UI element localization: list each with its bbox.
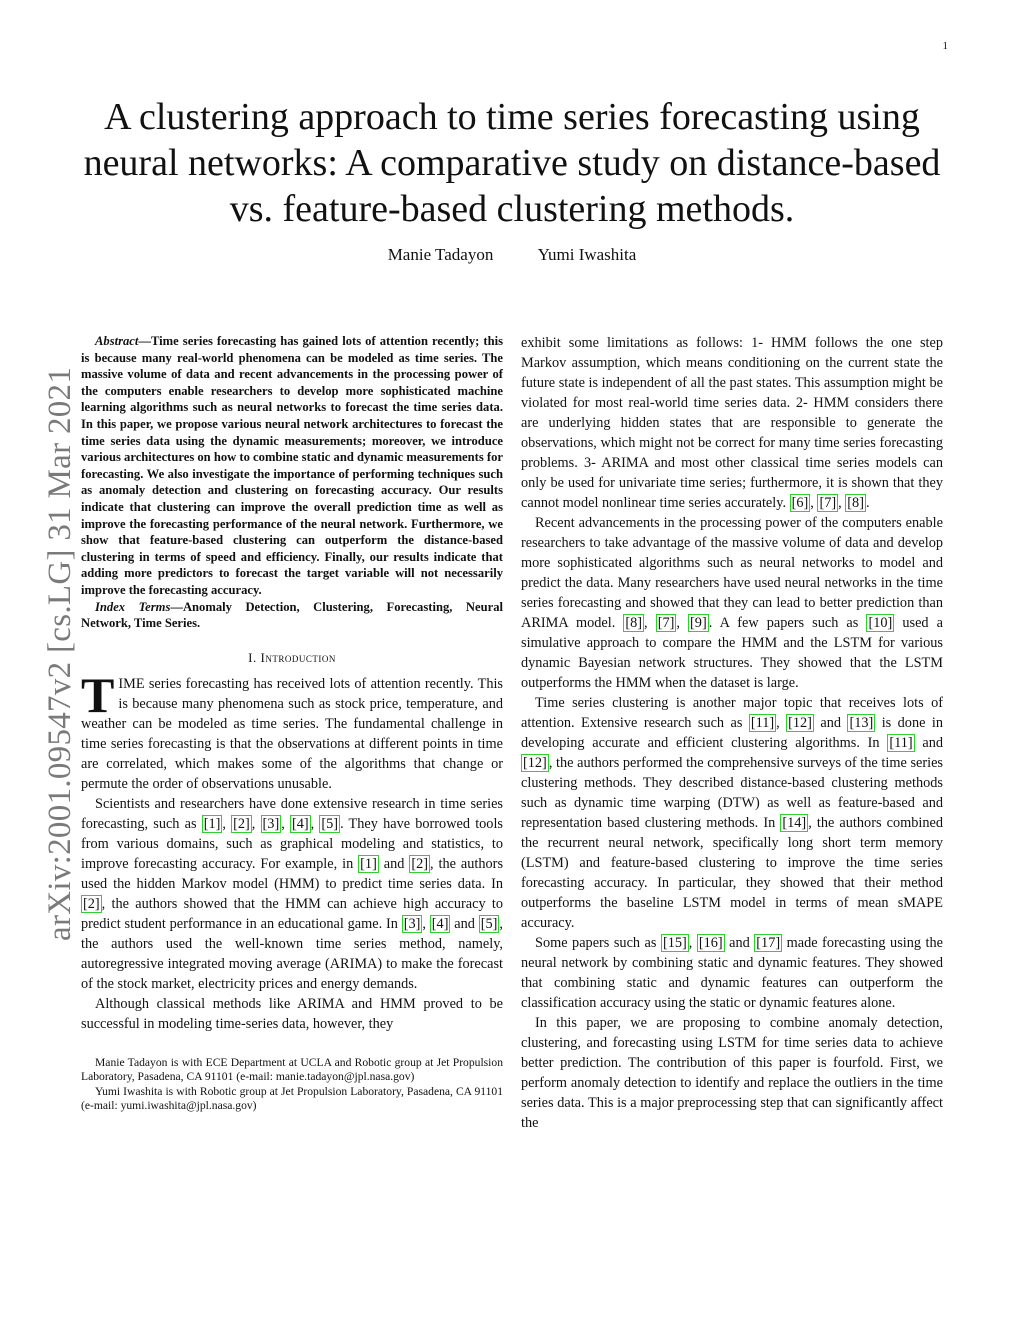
- text-run: ,: [310, 815, 320, 832]
- citation-link[interactable]: [16]: [698, 935, 723, 951]
- index-terms-label: Index Terms: [95, 599, 171, 614]
- text-run: ,: [281, 815, 290, 832]
- citation-link[interactable]: [7]: [657, 615, 675, 631]
- footnote: Manie Tadayon is with ECE Department at UCLA and Robotic group at Jet Propulsion Laboratory, Pasadena, CA 91101 (e-mail: manie.tadayon@jpl.nasa.gov): [81, 1055, 503, 1084]
- text-run: .: [865, 495, 870, 511]
- author-list: [0, 245, 1024, 265]
- text-run: , the authors used the well-known time series method, namely, autoregressive integrated moving average (ARIMA) to make the forecast of the stock market, electricity prices and energy demands.: [81, 915, 503, 992]
- text-run: , the authors performed the comprehensive surveys of the time series clustering methods. They described distance-based clustering methods such as dynamic time warping (DTW) as well as feature-based and representation based clustering methods. In: [521, 755, 943, 831]
- text-run: ,: [838, 495, 846, 511]
- abstract: [81, 333, 503, 599]
- citation-link[interactable]: [17]: [756, 935, 781, 951]
- text-run: Some papers such as: [535, 935, 661, 951]
- citation-link[interactable]: [8]: [625, 615, 643, 631]
- text-run: and: [378, 855, 410, 872]
- text-run: ,: [676, 615, 689, 631]
- citation-link[interactable]: [3]: [262, 815, 280, 832]
- arxiv-identifier-stamp[interactable]: arXiv:2001.09547v2 [cs.LG] 31 Mar 2021: [42, 366, 78, 941]
- text-run: . A few papers such as: [708, 615, 867, 631]
- citation-link[interactable]: [4]: [291, 815, 309, 832]
- body-paragraph: [521, 333, 943, 513]
- index-terms: [81, 599, 503, 632]
- text-run: and: [813, 715, 848, 731]
- body-paragraph: [521, 513, 943, 693]
- text-run: is done in developing accurate and efficient clustering algorithms. In: [521, 715, 943, 751]
- citation-link[interactable]: [1]: [203, 815, 221, 832]
- body-paragraph: [521, 693, 943, 933]
- section-heading-introduction: I. Introduction: [248, 649, 336, 665]
- intro-paragraph: Although classical methods like ARIMA and HMM proved to be successful in modeling time-series data, however, they: [81, 995, 503, 1032]
- citation-link[interactable]: [14]: [782, 815, 807, 831]
- text-run: and: [724, 935, 755, 951]
- citation-link[interactable]: [3]: [403, 915, 421, 932]
- footnote: Yumi Iwashita is with Robotic group at Jet Propulsion Laboratory, Pasadena, CA 91101 (e-mail: yumi.iwashita@jpl.nasa.gov): [81, 1084, 503, 1113]
- text-run: , the authors showed that the HMM can achieve high accuracy to predict student performance in an educational game. In: [81, 895, 503, 932]
- text-run: Recent advancements in the processing power of the computers enable researchers to take advantage of the massive volume of data and develop more sophisticated algorithms such as neural networks to model and predict the data. Many researchers have used neural networks in the time series forecasting and showed that they can lead to better prediction than ARIMA model.: [521, 515, 943, 631]
- text-run: made forecasting using the neural network by combining static and dynamic features. They showed that combining static and dynamic features can outperform the classification accuracy using the static or dynamic features alone.: [521, 935, 943, 1011]
- citation-link[interactable]: [1]: [360, 855, 377, 872]
- citation-link[interactable]: [2]: [83, 895, 100, 912]
- text-run: and: [450, 915, 479, 932]
- author-name: Manie Tadayon: [387, 245, 494, 264]
- citation-link[interactable]: [2]: [233, 815, 250, 832]
- intro-paragraph: [81, 794, 503, 994]
- abstract-text: —Time series forecasting has gained lots of attention recently; this is because many real-world phenomena can be modeled as time series. The massive volume of data and recent advancements in the processing power of the computers enable researchers to develop more sophisticated machine learning algorithms such as neural networks to forecast the time series data. In this paper, we propose various neural network architectures to forecast the time series data using the dynamic measurements; moreover, we introduce various architectures on how to combine static and dynamic measurements for forecasting. We also investigate the importance of performing techniques such as anomaly detection and clustering on forecasting accuracy. Our results indicate that clustering can improve the overall prediction time as well as improve the forecasting performance of the neural network. Furthermore, we show that feature-based clustering can outperform the distance-based clustering in terms of speed and efficiency. Finally, our results indicate that adding more predictors to forecast the target variable will not necessarily improve the forecasting accuracy.: [81, 334, 503, 597]
- citation-link[interactable]: [11]: [889, 735, 913, 751]
- citation-link[interactable]: [11]: [750, 715, 775, 731]
- citation-link[interactable]: [12]: [788, 715, 812, 731]
- author-name: Yumi Iwashita: [537, 245, 637, 264]
- text-run: . They have borrowed tools from various domains, such as graphical modeling and statistics, to improve forecasting accuracy. For example, in: [81, 815, 503, 872]
- body-paragraph: In this paper, we are proposing to combine anomaly detection, clustering, and forecasting using LSTM for time series data to achieve better prediction. The contribution of this paper is fourfold. First, we perform anomaly detection to identify and replace the outliers in the time series data. This is a major preprocessing step that can significantly affect the: [521, 1015, 943, 1131]
- paper-title: A clustering approach to time series forecasting using neural networks: A comparative study on distance-based vs. feature-based clustering methods.: [83, 96, 941, 230]
- text-run: ,: [644, 615, 656, 631]
- citation-link[interactable]: [12]: [523, 755, 547, 771]
- text-run: used a simulative approach to compare the HMM and the LSTM for various dynamic Bayesian network structures. They showed that the LSTM outperforms the HMM when the dataset is large.: [521, 615, 943, 691]
- text-run: ,: [688, 935, 697, 951]
- intro-paragraph-text: IME series forecasting has received lots of attention recently. This is because many phenomena such as stock price, temperature, and weather can be modeled as time series. The fundamental challenge in time series forecasting is that the observations at different points in time are correlated, which makes some of the algorithms that change or permute the order of observations unusable.: [81, 675, 503, 792]
- index-terms-text: —Anomaly Detection, Clustering, Forecasting, Neural Network, Time Series.: [81, 599, 503, 631]
- citation-link[interactable]: [5]: [321, 815, 339, 832]
- citation-link[interactable]: [4]: [431, 915, 449, 932]
- abstract-label: Abstract: [95, 334, 139, 348]
- citation-link[interactable]: [9]: [690, 615, 707, 631]
- citation-link[interactable]: [15]: [662, 935, 687, 951]
- citation-link[interactable]: [6]: [791, 495, 809, 511]
- citation-link[interactable]: [7]: [819, 495, 837, 511]
- text-run: exhibit some limitations as follows: 1- HMM follows the one step Markov assumption, which means conditioning on the current state the future state is independent of all the past states. This assumption might be violated for most real-world time series data. 2- HMM considers there are underlying hidden states that are responsible to generate the observations, which might not be correct for many time series forecasting problems. 3- ARIMA and most other classical time series models can only be used for univariate time series; furthermore, it is shown that they cannot model nonlinear time series accurately.: [521, 335, 943, 511]
- intro-paragraph: [81, 666, 503, 794]
- text-run: ,: [422, 915, 430, 932]
- text-run: Scientists and researchers have done extensive research in time series forecasting, such as: [81, 795, 503, 832]
- text-run: ,: [810, 495, 818, 511]
- text-run: ,: [251, 815, 261, 832]
- text-run: , the authors used the hidden Markov model (HMM) to predict time series data. In: [81, 855, 504, 892]
- left-column: [81, 333, 503, 1114]
- body-paragraph: [521, 933, 943, 1013]
- text-run: and: [914, 735, 943, 751]
- right-column: [521, 333, 943, 1133]
- author-footnotes: [81, 1056, 503, 1114]
- text-run: ,: [222, 815, 232, 832]
- citation-link[interactable]: [10]: [868, 615, 893, 631]
- citation-link[interactable]: [13]: [849, 715, 874, 731]
- text-run: Time series clustering is another major topic that receives lots of attention. Extensive research such as: [521, 695, 943, 731]
- citation-link[interactable]: [8]: [847, 495, 864, 511]
- citation-link[interactable]: [5]: [480, 915, 498, 932]
- citation-link[interactable]: [2]: [411, 855, 429, 872]
- text-run: , the authors combined the recurrent neural network, specifically long short term memory (LSTM) and feature-based clustering to improve the time series forecasting accuracy. In particular, they showed that their method outperforms the baseline LSTM model in terms of mean sMAPE accuracy.: [521, 815, 943, 931]
- drop-cap: T: [81, 666, 115, 723]
- page-number: 1: [942, 40, 948, 52]
- text-run: ,: [776, 715, 787, 731]
